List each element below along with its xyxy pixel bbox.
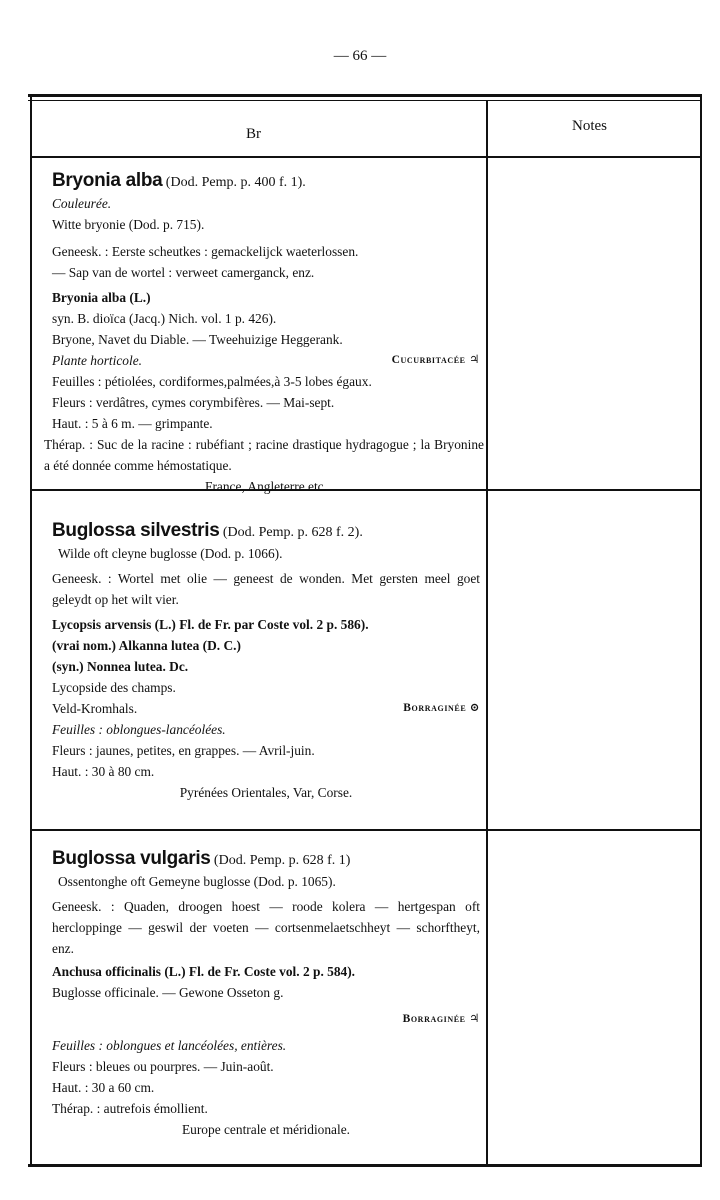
- entry-line: Geneesk. : Eerste scheutkes : gemackelijck waeterlossen.: [52, 244, 359, 259]
- entry-title: Buglossa silvestris: [52, 520, 220, 541]
- entry-line: Geneesk. : Wortel met olie — geneest de wonden. Met gersten meel goet geleydt op het wilt vier.: [52, 571, 480, 607]
- entry-line: Lycopsis arvensis (L.) Fl. de Fr. par Coste vol. 2 p. 586).: [52, 617, 369, 632]
- column-header-notes: Notes: [572, 118, 607, 134]
- entry-line: Geneesk. : Quaden, droogen hoest — roode kolera — hertgespan oft hercloppinge — geswil der voeten — cortsenmelaetschheyt — schorftheyt, enz.: [52, 899, 480, 956]
- entry-line: Buglosse officinale. — Gewone Osseton g.: [52, 985, 284, 1000]
- entry-line: Ossentonghe oft Gemeyne buglosse (Dod. p. 1065).: [58, 874, 336, 889]
- entry-line: Bryonia alba (L.): [52, 290, 151, 305]
- entry-line: Plante horticole.: [52, 353, 142, 368]
- entry-line: syn. B. dioïca (Jacq.) Nich. vol. 1 p. 426).: [52, 311, 277, 326]
- entry-line: Couleurée.: [52, 196, 112, 211]
- entry-line: Lycopside des champs.: [52, 680, 176, 695]
- entry-line: Haut. : 30 a 60 cm.: [52, 1080, 155, 1095]
- entry-buglossa-vulgaris: [52, 848, 480, 1140]
- entry-line: Feuilles : pétiolées, cordiformes,palmées,à 3-5 lobes égaux.: [52, 374, 372, 389]
- family-label: Cucurbitacée ♃: [391, 354, 480, 366]
- entry-line: Thérap. : Suc de la racine : rubéfiant ; racine drastique hydragogue ; la Bryonine a été donnée comme hémostatique.: [44, 437, 484, 473]
- entry-buglossa-silvestris: [52, 520, 480, 803]
- family-label: Borraginée ⊙: [403, 702, 480, 714]
- entry-line: Anchusa officinalis (L.) Fl. de Fr. Coste vol. 2 p. 584).: [52, 964, 356, 979]
- entry-line: Haut. : 5 à 6 m. — grimpante.: [52, 416, 213, 431]
- entry-line: (vrai nom.) Alkanna lutea (D. C.): [52, 638, 241, 653]
- header-rule: [32, 156, 700, 158]
- entry-line: (syn.) Nonnea lutea. Dc.: [52, 659, 189, 674]
- entry-line: Feuilles : oblongues-lancéolées.: [52, 722, 226, 737]
- entry-line: — Sap van de wortel : verweet camerganck, enz.: [52, 265, 315, 280]
- entry-title: Bryonia alba: [52, 170, 163, 191]
- family-label: Borraginée ♃: [402, 1013, 480, 1025]
- entry-reference: (Dod. Pemp. p. 628 f. 2).: [222, 525, 363, 540]
- entry-line: Fleurs : jaunes, petites, en grappes. — Avril-juin.: [52, 743, 315, 758]
- page-number: — 66 —: [333, 48, 387, 64]
- entry-line: Feuilles : oblongues et lancéolées, entières.: [52, 1038, 287, 1053]
- entry-line: Pyrénées Orientales, Var, Corse.: [179, 785, 353, 800]
- entry-line: Haut. : 30 à 80 cm.: [52, 764, 155, 779]
- top-rule-thin: [28, 100, 702, 101]
- entry-line: Witte bryonie (Dod. p. 715).: [52, 217, 205, 232]
- entry-line: France, Angleterre etc.: [205, 479, 327, 494]
- entry-bryonia-alba: [44, 170, 484, 497]
- entry-line: Bryone, Navet du Diable. — Tweehuizige Heggerank.: [52, 332, 343, 347]
- top-rule: [28, 94, 702, 97]
- column-divider: [486, 100, 488, 1166]
- entry-divider-2: [32, 829, 700, 831]
- entry-line: Fleurs : verdâtres, cymes corymbifères. — Mai-sept.: [52, 395, 335, 410]
- entry-line: Wilde oft cleyne buglosse (Dod. p. 1066).: [58, 546, 283, 561]
- bottom-rule: [28, 1164, 702, 1167]
- entry-line: Europe centrale et méridionale.: [181, 1122, 351, 1137]
- entry-line: Thérap. : autrefois émollient.: [52, 1101, 208, 1116]
- entry-line: Fleurs : bleues ou pourpres. — Juin-août.: [52, 1059, 274, 1074]
- column-header-left: Br: [246, 126, 261, 142]
- entry-line: Veld-Kromhals.: [52, 701, 138, 716]
- entry-reference: (Dod. Pemp. p. 400 f. 1).: [165, 175, 306, 190]
- entry-reference: (Dod. Pemp. p. 628 f. 1): [213, 853, 351, 868]
- entry-title: Buglossa vulgaris: [52, 848, 211, 869]
